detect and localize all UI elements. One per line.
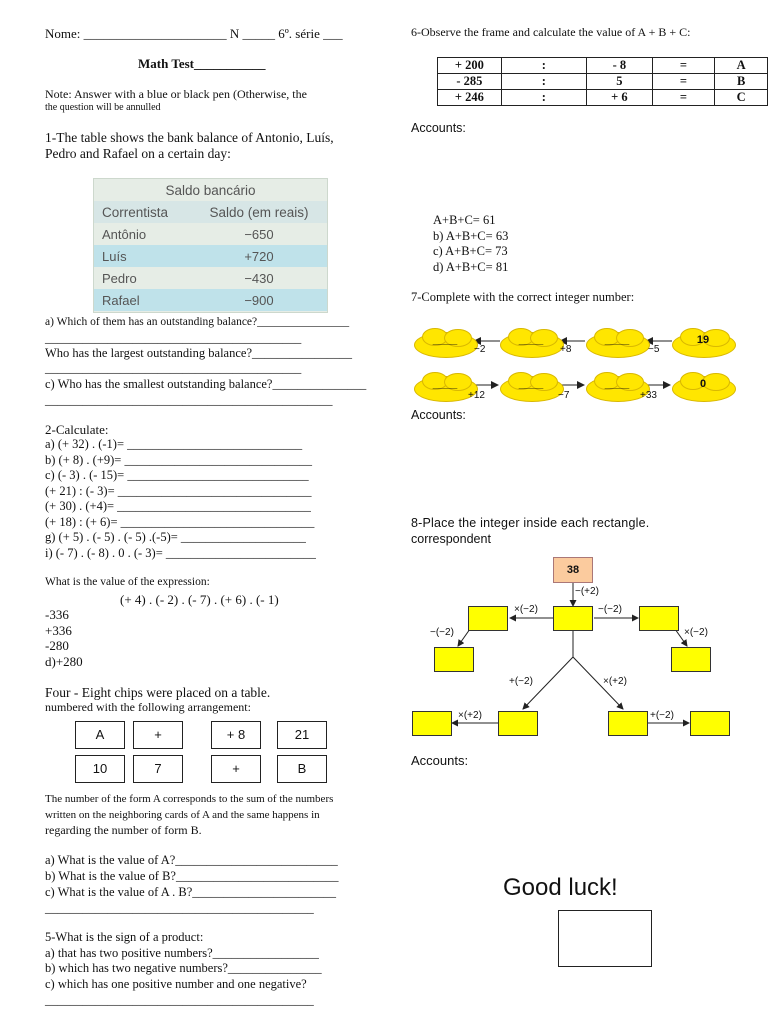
- q1-c: c) Who has the smallest outstanding balance?_______________: [45, 377, 367, 391]
- q6-prompt: 6-Observe the frame and calculate the value of A + B + C:: [411, 25, 691, 39]
- grade-box[interactable]: [558, 910, 652, 967]
- note-line-1: Note: Answer with a blue or black pen (Otherwise, the: [45, 87, 307, 101]
- table-row-name: Luís: [94, 245, 191, 267]
- col-header-saldo: Saldo (em reais): [191, 201, 327, 223]
- cloud-value: [672, 372, 734, 400]
- q6-frame-table: [437, 57, 768, 106]
- q1-prompt-1: 1-The table shows the bank balance of Antonio, Luís,: [45, 130, 334, 145]
- q4-prompt-2: numbered with the following arrangement:: [45, 700, 251, 714]
- q6-options: [433, 213, 508, 275]
- page-title: Math Test___________: [138, 56, 266, 71]
- q6-option: c) A+B+C= 73: [433, 244, 508, 258]
- q7-op: +8: [560, 344, 572, 355]
- frame-cell: + 246: [438, 90, 502, 106]
- q8-box-left[interactable]: [468, 606, 508, 631]
- q3-option: +336: [45, 622, 72, 638]
- table-row-name: Rafael: [94, 289, 191, 311]
- chip-card: +: [211, 755, 261, 783]
- q4-desc-2: written on the neighboring cards of A and the same happens in: [45, 809, 320, 821]
- q8-prompt-1: 8-Place the integer inside each rectangle.: [411, 516, 650, 530]
- bank-balance-table: [93, 178, 328, 313]
- q5-a: a) that has two positive numbers?_________________: [45, 946, 319, 960]
- cloud-value-text: 0: [699, 378, 707, 390]
- cloud-blank[interactable]: ____: [586, 328, 648, 356]
- q1-b: Who has the largest outstanding balance?________________: [45, 346, 352, 360]
- q7-prompt: 7-Complete with the correct integer number:: [411, 290, 635, 304]
- col-header-correntista: Correntista: [94, 201, 191, 223]
- q8-op-far-left: −(−2): [430, 627, 454, 638]
- frame-cell: =: [652, 74, 715, 90]
- q2-item: i) (- 7) . (- 8) . 0 . (- 3)= ________________________: [45, 545, 316, 560]
- q5-b: b) which has two negative numbers?_______________: [45, 961, 322, 975]
- table-row-value: −650: [244, 226, 274, 242]
- q2-item: g) (+ 5) . (- 5) . (- 5) .(-5)= ____________________: [45, 530, 306, 544]
- frame-cell: :: [501, 58, 586, 74]
- table-row-name: Antônio: [102, 226, 147, 242]
- cloud-blank[interactable]: ____: [414, 372, 476, 400]
- q2-item: (+ 21) : (- 3)= _______________________________: [45, 483, 312, 498]
- chip-card: A: [75, 721, 125, 749]
- q8-top-box: 38: [553, 557, 593, 583]
- q2-item: b) (+ 8) . (+9)= ______________________________: [45, 452, 312, 467]
- q8-box-center[interactable]: [553, 606, 593, 631]
- q1-c-blank[interactable]: ______________________________________________: [45, 393, 333, 407]
- q1-b-blank[interactable]: _________________________________________: [45, 361, 302, 375]
- frame-cell: :: [501, 74, 586, 90]
- frame-cell: =: [652, 58, 715, 74]
- q2-item: c) (- 3) . (- 15)= _____________________________: [45, 468, 309, 482]
- q3-prompt: What is the value of the expression:: [45, 576, 210, 588]
- frame-cell: + 6: [587, 90, 653, 106]
- q8-op-top: −(+2): [575, 586, 599, 597]
- q6-option: d) A+B+C= 81: [433, 259, 509, 274]
- q7-op: −2: [474, 344, 486, 355]
- q8-box-bottom-4[interactable]: [690, 711, 730, 736]
- name-line: Nome: ______________________ N _____ 6º. série ___: [45, 26, 343, 41]
- cloud-value: [672, 328, 734, 356]
- q2-items: [45, 437, 316, 561]
- frame-cell: + 200: [438, 58, 502, 74]
- q4-c: c) What is the value of A . B?_______________________: [45, 885, 337, 899]
- chip-card: 21: [277, 721, 327, 749]
- frame-cell: - 285: [438, 74, 502, 90]
- chip-card: 7: [133, 755, 183, 783]
- q6-option: b) A+B+C= 63: [433, 228, 509, 243]
- q2-item: (+ 30) . (+4)= _______________________________: [45, 499, 311, 513]
- q7-op: +33: [640, 390, 657, 401]
- q8-op-left: ×(−2): [514, 604, 538, 615]
- q7-op: +12: [468, 390, 485, 401]
- q5-blank[interactable]: ___________________________________________: [45, 993, 314, 1007]
- q8-op-bottom-left: ×(+2): [458, 710, 482, 721]
- cloud-blank[interactable]: ____: [500, 372, 562, 400]
- q5-c: c) which has one positive number and one negative?: [45, 977, 307, 991]
- q1-a-blank[interactable]: _________________________________________: [45, 331, 302, 345]
- frame-cell: A: [715, 58, 768, 74]
- q8-prompt-2: correspondent: [411, 532, 491, 546]
- frame-cell: :: [501, 90, 586, 106]
- q4-desc-3: regarding the number of form B.: [45, 823, 202, 837]
- q7-op: −7: [558, 390, 570, 401]
- cloud-blank[interactable]: ____: [500, 328, 562, 356]
- q8-box-far-right[interactable]: [671, 647, 711, 672]
- q1-a: a) Which of them has an outstanding balance?________________: [45, 316, 350, 328]
- q4-blank[interactable]: ___________________________________________: [45, 901, 314, 915]
- q3-expression: (+ 4) . (- 2) . (- 7) . (+ 6) . (- 1): [120, 592, 279, 607]
- chip-card: + 8: [211, 721, 261, 749]
- q8-op-far-right: ×(−2): [684, 627, 708, 638]
- q7-accounts: Accounts:: [411, 408, 466, 422]
- q8-box-right[interactable]: [639, 606, 679, 631]
- q3-options: [45, 607, 83, 669]
- table-row-name: Pedro: [102, 270, 137, 286]
- q4-desc-1: The number of the form A corresponds to the sum of the numbers: [45, 793, 334, 805]
- chip-card: 10: [75, 755, 125, 783]
- frame-cell: 5: [587, 74, 653, 90]
- q4-a: a) What is the value of A?__________________________: [45, 853, 338, 867]
- q7-op: −5: [648, 344, 660, 355]
- q8-box-bottom-3[interactable]: [608, 711, 648, 736]
- q4-b: b) What is the value of B?__________________________: [45, 869, 339, 883]
- q5-title: 5-What is the sign of a product:: [45, 930, 204, 944]
- chip-card: B: [277, 755, 327, 783]
- table-row-value: +720: [191, 245, 327, 267]
- q2-title: 2-Calculate:: [45, 422, 109, 437]
- table-row-value: −900: [191, 289, 327, 311]
- q1-prompt-2: Pedro and Rafael on a certain day:: [45, 146, 231, 161]
- q4-prompt-1: Four - Eight chips were placed on a table.: [45, 685, 271, 700]
- frame-cell: - 8: [587, 58, 653, 74]
- q8-op-right: −(−2): [598, 604, 622, 615]
- frame-cell: B: [715, 74, 768, 90]
- cloud-blank[interactable]: ____: [414, 328, 476, 356]
- q8-op-bottom-right: +(−2): [650, 710, 674, 721]
- q3-option: -336: [45, 607, 69, 622]
- frame-cell: =: [652, 90, 715, 106]
- q8-accounts: Accounts:: [411, 753, 469, 768]
- good-luck-text: Good luck!: [503, 874, 618, 901]
- q2-item: a) (+ 32) . (-1)= ____________________________: [45, 437, 303, 451]
- q3-option: d)+280: [45, 653, 83, 669]
- q6-accounts: Accounts:: [411, 121, 466, 135]
- cloud-blank[interactable]: ____: [586, 372, 648, 400]
- q3-option: -280: [45, 638, 69, 653]
- frame-cell: C: [715, 90, 768, 106]
- q8-box-bottom-2[interactable]: [498, 711, 538, 736]
- q8-op-diag-left: +(−2): [509, 676, 533, 687]
- q8-box-bottom-1[interactable]: [412, 711, 452, 736]
- q2-item: (+ 18) : (+ 6)= _______________________________: [45, 514, 315, 529]
- table-caption: Saldo bancário: [165, 182, 256, 198]
- chip-card: +: [133, 721, 183, 749]
- q8-op-diag-right: ×(+2): [603, 676, 627, 687]
- q8-box-far-left[interactable]: [434, 647, 474, 672]
- cloud-value-text: 19: [696, 334, 710, 346]
- table-row-value: −430: [244, 270, 274, 286]
- q6-option: A+B+C= 61: [433, 213, 496, 227]
- note-line-2: the question will be annulled: [45, 102, 161, 113]
